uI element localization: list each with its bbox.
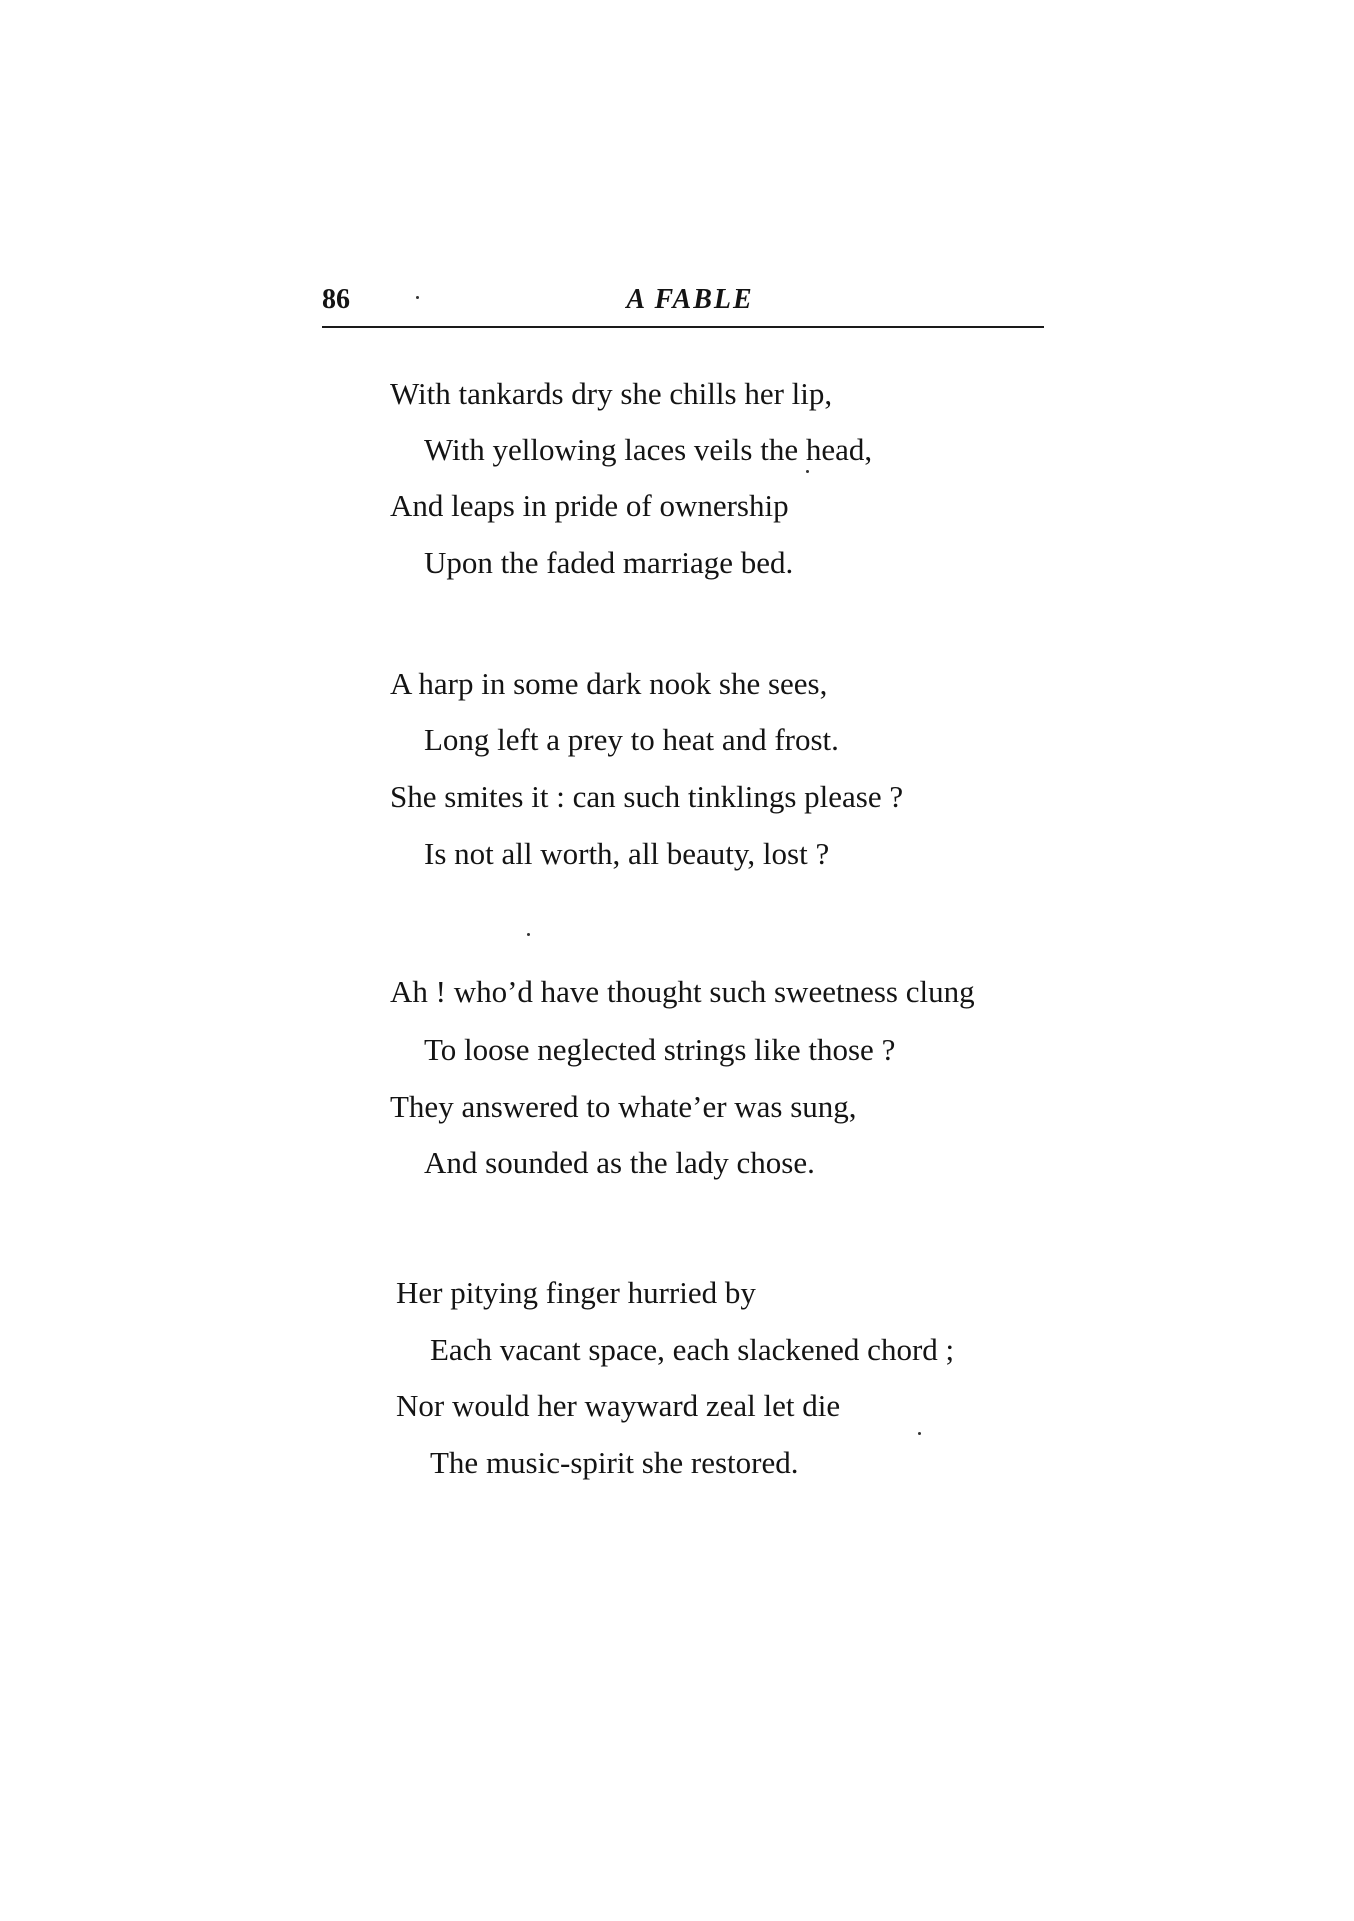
- print-speck: [806, 470, 809, 473]
- page-number: 86: [322, 284, 350, 315]
- header-rule: [322, 326, 1044, 328]
- poem-line: With tankards dry she chills her lip,: [390, 376, 833, 411]
- poem-line: With yellowing laces veils the head,: [424, 432, 873, 467]
- print-speck: [918, 1432, 921, 1435]
- poem-line: Her pitying finger hurried by: [396, 1275, 756, 1310]
- print-speck: [416, 296, 419, 299]
- poem-line: Nor would her wayward zeal let die: [396, 1388, 841, 1423]
- poem-line: The music-spirit she restored.: [430, 1445, 799, 1480]
- poem-line: And sounded as the lady chose.: [424, 1145, 815, 1180]
- poem-line: A harp in some dark nook she sees,: [390, 666, 828, 701]
- running-title: A FABLE: [626, 284, 754, 315]
- print-speck: [527, 933, 530, 936]
- poem-line: And leaps in pride of ownership: [390, 488, 789, 523]
- poem-line: She smites it : can such tinklings please ?: [390, 779, 904, 814]
- poem-line: To loose neglected strings like those ?: [424, 1032, 896, 1067]
- poem-line: Upon the faded marriage bed.: [424, 545, 794, 580]
- poem-line: Ah ! who’d have thought such sweetness clung: [390, 974, 975, 1009]
- poem-line: Each vacant space, each slackened chord ;: [430, 1332, 955, 1367]
- poem-line: They answered to whate’er was sung,: [390, 1089, 857, 1124]
- poem-line: Is not all worth, all beauty, lost ?: [424, 836, 830, 871]
- poem-line: Long left a prey to heat and frost.: [424, 722, 839, 757]
